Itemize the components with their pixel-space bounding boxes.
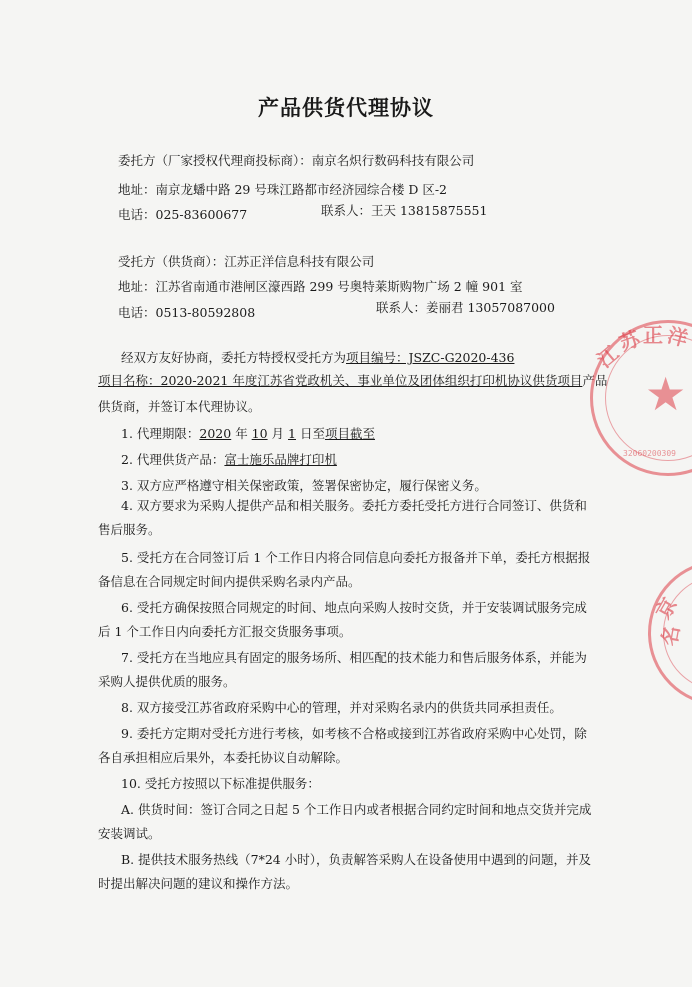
clause-9-cont: 各自承担相应后果外，本委托协议自动解除。 [98, 750, 349, 765]
seal-char-icon: 洋 [664, 322, 691, 352]
clause-10-b: B. 提供技术服务热线（7*24 小时），负责解答采购人在设备使用中遇到的问题，并及 [121, 852, 591, 867]
seal-number-icon: 32060200309 [623, 449, 676, 458]
product-name: 富士施乐品牌打印机 [224, 452, 337, 467]
document-title: 产品供货代理协议 [258, 95, 434, 120]
intro-line-2 [98, 373, 607, 389]
agent-address: 地址：江苏省南通市港闸区濠西路 299 号奥特莱斯购物广场 2 幢 901 室 [118, 279, 523, 294]
agent-party: 受托方（供货商）：江苏正洋信息科技有限公司 [118, 254, 375, 269]
clause-6-cont: 后 1 个工作日内向委托方汇报交货服务事项。 [98, 624, 352, 639]
clause-6: 6. 受托方确保按照合同规定的时间、地点向采购人按时交货，并于安装调试服务完成 [121, 600, 587, 615]
project-name: 2020-2021 年度江苏省党政机关、事业单位及团体组织打印机协议供货项目 [160, 373, 583, 388]
agent-contact: 联系人：姜丽君 13057087000 [376, 300, 555, 315]
principal-address: 地址：南京龙蟠中路 29 号珠江路都市经济园综合楼 D 区-2 [118, 182, 447, 197]
clause-7-cont: 采购人提供优质的服务。 [98, 674, 236, 689]
intro-line-1 [121, 350, 514, 366]
seal-char-icon: 京 [650, 593, 682, 623]
clause-4-cont: 售后服务。 [98, 522, 161, 537]
seal-char-icon: 苏 [616, 326, 644, 356]
seal-char-icon: 正 [643, 323, 663, 347]
principal-phone: 电话：025-83600677 [118, 207, 248, 222]
clause-8: 8. 双方接受江苏省政府采购中心的管理，并对采购名录内的供货共同承担责任。 [121, 700, 562, 715]
principal-party: 委托方（厂家授权代理商投标商）：南京名炽行数码科技有限公司 [118, 153, 475, 168]
clause-10-b-cont: 时提出解决问题的建议和操作方法。 [98, 876, 299, 891]
year-unit: 年 [231, 426, 252, 441]
clause-5: 5. 受托方在合同签订后 1 个工作日内将合同信息向委托方报备并下单，委托方根据报 [121, 550, 591, 565]
project-name-label: 项目名称： [98, 373, 161, 388]
clause-7: 7. 受托方在当地应具有固定的服务场所、相匹配的技术能力和售后服务体系，并能为 [121, 650, 587, 665]
end-date: 项目截至 [324, 426, 375, 441]
clause-1-label: 1. 代理期限： [121, 426, 200, 441]
clause-2 [121, 452, 337, 468]
day-unit: 日至 [295, 426, 325, 441]
intro-line-3: 供货商，并签订本代理协议。 [98, 399, 261, 414]
month-unit: 月 [267, 426, 289, 441]
start-month: 10 [251, 426, 268, 441]
intro-prefix: 经双方友好协商，委托方特授权受托方为 [121, 350, 347, 365]
company-seal [590, 320, 692, 476]
seal-star-icon: ★ [645, 367, 687, 421]
project-number: 项目编号：JSZC-G2020-436 [346, 350, 515, 365]
clause-4: 4. 双方要求为采购人提供产品和相关服务。委托方委托受托方进行合同签订、供货和 [121, 498, 587, 513]
principal-contact: 联系人：王天 13815875551 [321, 203, 488, 218]
start-year: 2020 [199, 426, 232, 441]
seal-char-icon: 名 [656, 623, 685, 648]
clause-10-a: A. 供货时间：签订合同之日起 5 个工作日内或者根据合同约定时间和地点交货并完成 [121, 802, 592, 817]
clause-1 [121, 426, 375, 442]
clause-3: 3. 双方应严格遵守相关保密政策，签署保密协定，履行保密义务。 [121, 478, 487, 493]
start-day: 1 [288, 426, 296, 441]
agent-phone: 电话：0513-80592808 [118, 305, 256, 320]
project-name-suffix: 产品 [582, 373, 608, 388]
seal-char-icon: 江 [592, 341, 624, 373]
clause-5-cont: 备信息在合同规定时间内提供采购名录内产品。 [98, 574, 361, 589]
clause-9: 9. 委托方定期对受托方进行考核，如考核不合格或接到江苏省政府采购中心处罚，除 [121, 726, 587, 741]
clause-10: 10. 受托方按照以下标准提供服务： [121, 776, 320, 791]
clause-10-a-cont: 安装调试。 [98, 826, 161, 841]
clause-2-label: 2. 代理供货产品： [121, 452, 225, 467]
company-seal-2 [648, 560, 692, 706]
